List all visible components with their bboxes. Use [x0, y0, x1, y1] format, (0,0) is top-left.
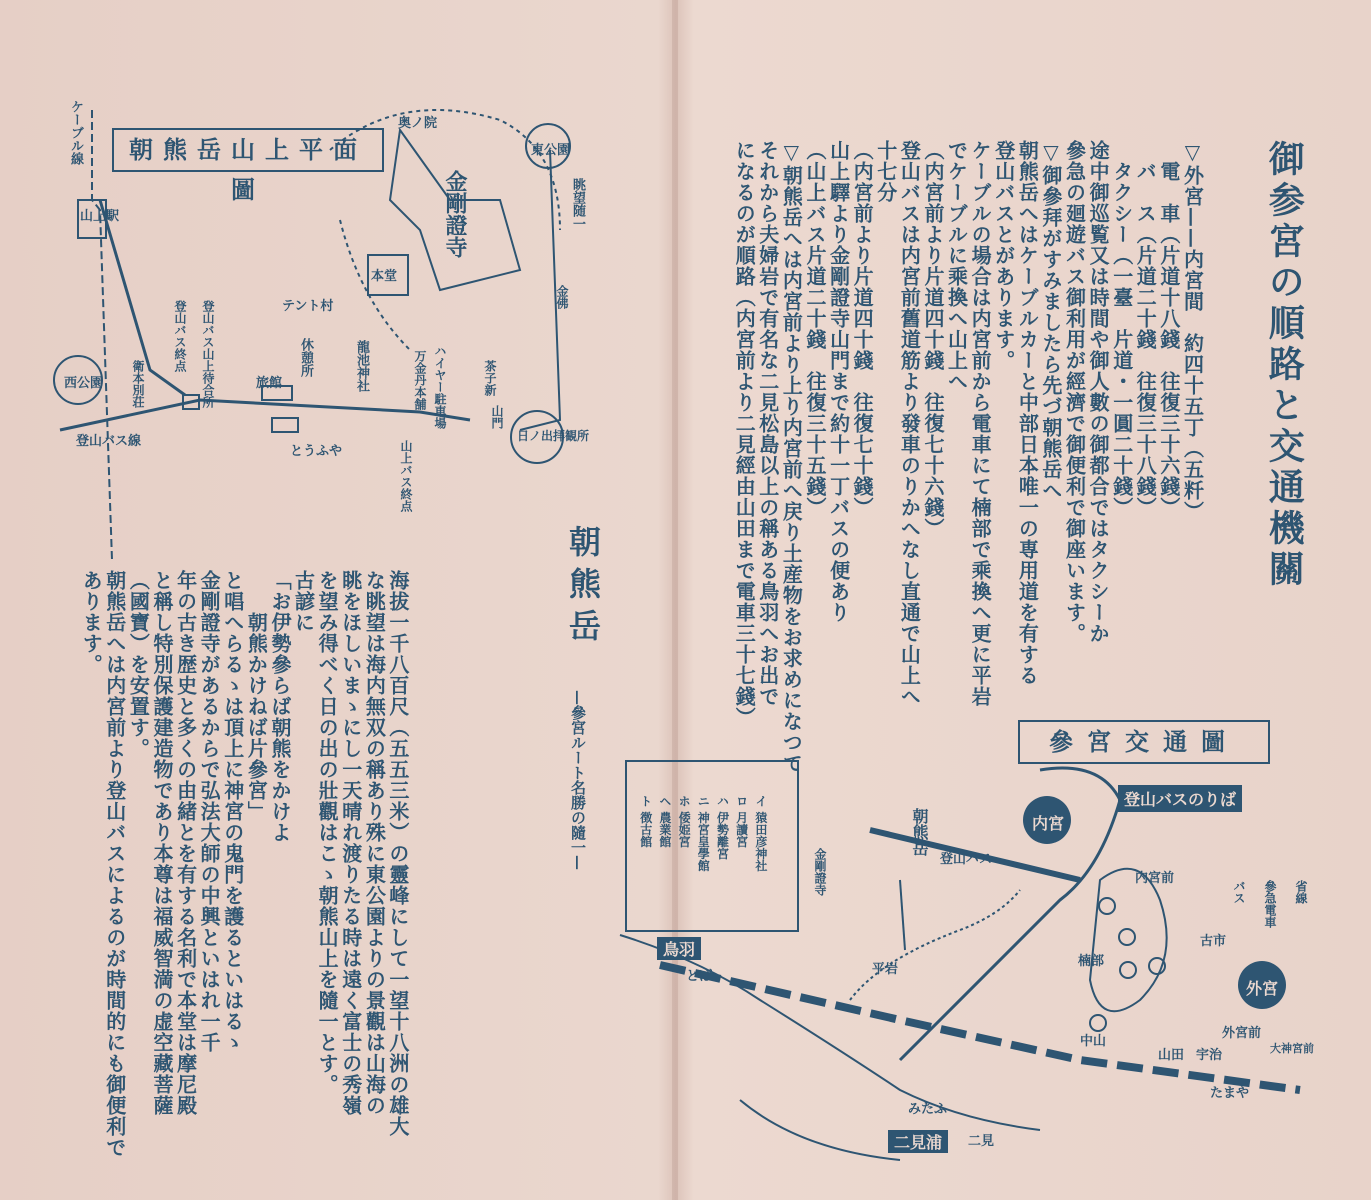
- text-line: 「お伊勢參らば朝熊をかけよ: [267, 569, 292, 843]
- trail-west: [340, 220, 410, 350]
- text-line: を望み得べく日の出の壯觀はこゝ朝熊山上を隨一とす。: [315, 569, 340, 1095]
- text-line: タクシー（一臺 片道・一圓二十錢）: [1109, 139, 1134, 518]
- uji-label: 宇治: [1196, 1048, 1223, 1063]
- text-line: ケーブルの場合は内宮前から電車にて楠部で乘換へ更に平岩: [968, 139, 993, 707]
- geku-label: 外宮: [1246, 979, 1279, 998]
- bus-waiting-label: 登山バス山上待合所: [201, 300, 215, 408]
- nakayama-label: 中山: [1080, 1034, 1107, 1049]
- mountain-road: [60, 400, 470, 430]
- rest-house-label: 休憩所: [298, 338, 313, 377]
- text-line: 登山バスとがあります。: [991, 139, 1016, 371]
- bus-legend: バス: [1232, 880, 1246, 904]
- text-line: ▽御參拜がすみましたら先づ朝熊岳へ: [1038, 139, 1063, 501]
- text-line: （内宮前より片道四十錢 往復七十錢）: [850, 139, 875, 518]
- text-line: （國寶）を安置す。: [126, 569, 151, 759]
- text-line: な眺望は海内無双の稱あり殊に東公園よりの景觀は山海の: [362, 569, 387, 1116]
- sanmon-label: 山門: [490, 405, 504, 429]
- hondo-label: 本堂: [371, 269, 398, 284]
- text-line: 山上驛より金剛證寺山門まで約十一丁バスの便あり: [826, 139, 851, 623]
- tent-village-label: テント村: [282, 299, 334, 314]
- mitafu-label: みたふ: [908, 1102, 948, 1117]
- text-line: 參急の廻遊バス御利用が經濟で御便利で御座います。: [1062, 139, 1087, 644]
- summit-map-title: 朝熊岳山上平面圖: [129, 135, 367, 204]
- text-line: 朝熊岳へは内宮前より登山バスによるのが時間的にも御便利で: [102, 569, 127, 1158]
- asama-label: 朝熊岳: [910, 808, 929, 856]
- tofuya-building: [272, 418, 298, 432]
- mankintan-label: 万金丹本舗: [413, 350, 427, 410]
- sunrise-viewing-label: 日ノ出拝観所: [517, 429, 590, 443]
- futamiura-label: 二見浦: [888, 1130, 948, 1153]
- text-line: と稱し特別保護建造物であり本尊は福威智満の虚空藏菩薩: [149, 569, 174, 1116]
- text-line: あります。: [79, 569, 104, 675]
- futami-label: 二見: [968, 1134, 995, 1149]
- text-line: でケーブルに乘換へ山上へ: [944, 139, 969, 392]
- text-line: それから夫婦岩で有名な二見松島以上の稱ある鳥羽へお出で: [755, 139, 780, 707]
- legend-item: ヘ 農業館: [657, 795, 672, 848]
- naikumae-label: 内宮前: [1135, 871, 1175, 886]
- legend-item: ロ 月讀宮: [734, 795, 749, 848]
- page-title: 御参宮の順路と交通機關: [1263, 140, 1306, 591]
- best-view-label: 眺望随一: [570, 178, 585, 230]
- text-line: 十七分: [873, 139, 898, 203]
- text-line: 登山バスは内宮前舊道筋より發車のりかへなし直通で山上へ: [897, 139, 922, 707]
- text-line: 電 車（片道十八錢 往復三十六錢）: [1156, 139, 1181, 518]
- asama-heading: 朝熊岳: [564, 525, 602, 651]
- text-line: 眺をほしいまゝにし一天晴れ渡りたる時は遠く富士の秀嶺: [338, 569, 363, 1116]
- text-line: （内宮前より片道四十錢 往復七十六錢）: [920, 139, 945, 539]
- cable-line-track: [92, 110, 112, 560]
- bus-stop-banner: 登山バスのりば: [1118, 785, 1242, 812]
- jr-line-legend: 省線: [1294, 880, 1308, 904]
- legend-item: ニ 神宮皇學館: [696, 795, 711, 872]
- legend-item: ト 徴古館: [638, 795, 653, 848]
- tofuya-label: とうふや: [290, 444, 343, 459]
- kongoshoji-map-label: 金剛證寺: [442, 170, 468, 258]
- text-line: 金剛證寺があるからで弘法大師の中興といはれ一千: [197, 569, 222, 1053]
- hiraiwa-label: 平岩: [872, 962, 899, 977]
- bus-terminal-label: 登山バス終点: [173, 300, 187, 372]
- toba-label: 鳥羽: [657, 937, 701, 960]
- text-line: （山上バス片道二十錢 往復三十五錢）: [802, 139, 827, 518]
- summit-bus-terminal-label: 山上バス終点: [399, 440, 413, 512]
- east-park-label: 東公園: [531, 143, 571, 158]
- bus-route-label: 登山バス線: [76, 434, 142, 449]
- sangu-map-title: 參宮交通圖: [1049, 727, 1239, 756]
- kinbutsu-label: 金佛: [555, 285, 569, 309]
- text-line: 年の古き歴史と多くの由緒とを有する名利で本堂は摩尼殿: [173, 569, 198, 1116]
- text-line: と唱へらるゝは頂上に神宮の鬼門を護るといはるゝ: [220, 569, 245, 1053]
- summit-station-label: 山上駅: [80, 209, 120, 224]
- text-line: 朝熊岳へはケーブルカーと中部日本唯一の専用道を有する: [1015, 139, 1040, 686]
- cable-line-label: ケーブル線: [68, 100, 83, 165]
- text-line: 朝熊かけねば片參宮」: [244, 569, 269, 822]
- daijingumae-label: 大神宮前: [1270, 1042, 1314, 1055]
- teahouse-label: 茶子新: [483, 360, 497, 396]
- kongoshoji-label: 金剛證寺: [813, 848, 827, 896]
- villa-label: 衛本別荘: [131, 360, 145, 408]
- west-park-label: 西公園: [64, 376, 104, 391]
- text-line: 古諺に: [291, 569, 316, 633]
- hire-car-label: ハイヤー駐車場: [433, 345, 447, 429]
- text-line: バ ス（片道二十錢 往復三十八錢）: [1133, 139, 1158, 518]
- text-line: ▽朝熊岳へは内宮前より上り内宮前へ戻り土産物をお求めになつて: [779, 139, 804, 774]
- furuichi-label: 古市: [1200, 934, 1227, 949]
- yamada-label: 山田: [1158, 1048, 1185, 1063]
- asama-text: [55, 538, 433, 1178]
- text-line: 途中御巡覧又は時間や御人數の御都合ではタクシーか: [1086, 139, 1111, 644]
- naiku-label: 内宮: [1032, 814, 1065, 833]
- kusube-label: 楠部: [1078, 954, 1105, 969]
- sangu-rail-legend: 參急電車: [1263, 880, 1277, 928]
- legend-item: イ 猿田彦神社: [753, 795, 768, 872]
- ryokan-label: 旅館: [256, 376, 283, 391]
- okunoin-label: 奥ノ院: [398, 116, 438, 131]
- legend-item: ホ 倭姫宮: [677, 795, 692, 848]
- toba-station-label: とば: [686, 969, 713, 984]
- legend-item: ハ 伊勢離宮: [715, 795, 730, 860]
- gekumae-label: 外宮前: [1222, 1026, 1262, 1041]
- ryuchi-shrine-label: 龍池神社: [354, 340, 369, 392]
- text-line: 海拔一千八百尺（五五三米）の靈峰にして一望十八洲の雄大: [385, 569, 410, 1137]
- tamaya-label: たまや: [1210, 1086, 1250, 1101]
- text-line: ▽外宮——内宮間 約四十五丁（五粁）: [1180, 139, 1205, 522]
- bus-line-label: 登山バス: [940, 852, 993, 867]
- asama-subheading: —參宮ルート名勝の隨一—: [569, 690, 587, 870]
- text-line: になるのが順路（内宮前より二見經由山田まで電車三十七錢）: [732, 139, 757, 728]
